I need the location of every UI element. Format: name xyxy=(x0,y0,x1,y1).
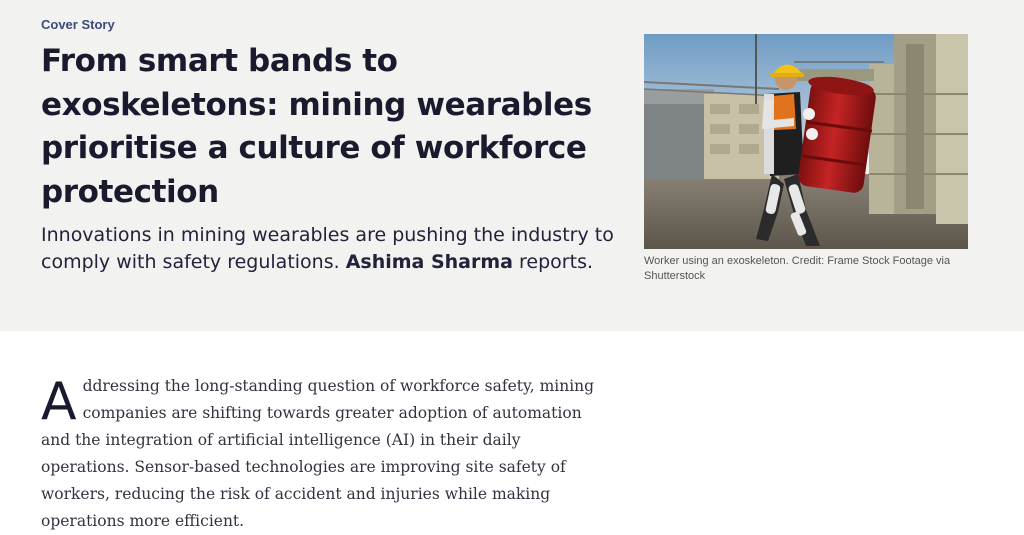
article-deck xyxy=(41,222,616,275)
author-name[interactable]: Ashima Sharma xyxy=(345,250,513,273)
left-wall-shade xyxy=(644,104,714,179)
image-caption: Worker using an exoskeleton. Credit: Frame Stock Footage via Shutterstock xyxy=(644,255,951,282)
exoskeleton-worker-photo xyxy=(644,34,968,249)
paragraph-text: ddressing the long-standing question of workforce safety, mining companies are shifting towards greater adoption of automation and the integration of artificial intelligence (AI) in their daily operations. Sensor-based technologies are improving site safety of workers, reducing the risk of accident and injuries while making operations more efficient. xyxy=(41,377,595,530)
section-label-cover-story[interactable]: Cover Story xyxy=(41,17,115,32)
article-headline: From smart bands to exoskeletons: mining wearables prioritise a culture of workforce protection xyxy=(41,43,592,210)
deck-text: Innovations in mining wearables are pushing the industry to comply with safety regulations. xyxy=(41,224,614,273)
drop-cap: A xyxy=(41,372,77,432)
article-first-paragraph xyxy=(41,373,606,535)
deck-suffix: reports. xyxy=(513,250,594,273)
